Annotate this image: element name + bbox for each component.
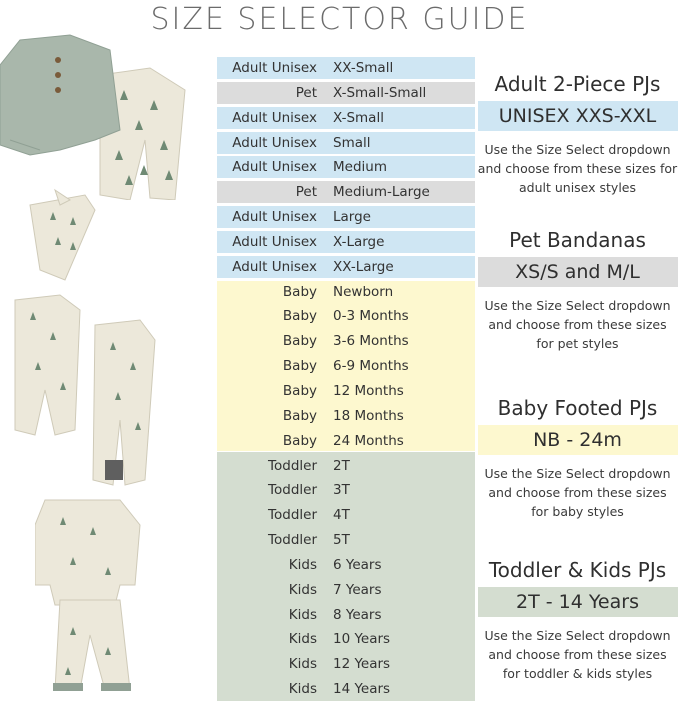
size-table xyxy=(217,57,475,703)
kids-pajama-image xyxy=(35,495,145,695)
size-cell: XX-Small xyxy=(333,60,394,76)
size-cell: 4T xyxy=(333,507,350,524)
size-row xyxy=(217,678,475,700)
size-row xyxy=(217,231,475,253)
size-cell: Newborn xyxy=(333,283,394,300)
pet-bandana-image xyxy=(25,185,105,285)
size-cell: 14 Years xyxy=(333,681,391,698)
size-range-badge: XS/S and M/L xyxy=(478,257,678,287)
size-cell: X-Small xyxy=(333,109,384,126)
size-row xyxy=(217,181,475,203)
size-row xyxy=(217,380,475,402)
baby-footed-pajama-image xyxy=(5,290,165,490)
section-title: Baby Footed PJs xyxy=(497,396,658,420)
category-cell: Toddler xyxy=(268,507,317,524)
category-cell: Pet xyxy=(295,84,317,101)
section-description xyxy=(476,626,679,683)
size-cell: 24 Months xyxy=(333,432,404,449)
size-cell: 6 Years xyxy=(333,556,382,573)
category-cell: Adult Unisex xyxy=(232,233,317,250)
size-row xyxy=(217,604,475,626)
description-line: for baby styles xyxy=(531,504,624,519)
size-cell: 3T xyxy=(333,482,350,499)
size-row xyxy=(217,57,475,79)
size-cell: X-Small-Small xyxy=(333,84,427,101)
category-cell: Adult Unisex xyxy=(232,159,317,176)
section-description xyxy=(476,296,679,353)
category-cell: Adult Unisex xyxy=(232,109,317,126)
size-row xyxy=(217,554,475,576)
size-row xyxy=(217,430,475,452)
category-cell: Baby xyxy=(282,283,317,300)
baby-section xyxy=(476,396,679,521)
category-cell: Adult Unisex xyxy=(232,60,317,76)
description-line: for pet styles xyxy=(536,336,619,351)
description-line: and choose from these sizes xyxy=(488,317,667,332)
description-line: Use the Size Select dropdown xyxy=(484,628,671,643)
size-cell: 8 Years xyxy=(333,606,382,623)
category-cell: Kids xyxy=(288,681,317,698)
size-cell: 18 Months xyxy=(333,407,404,424)
size-range-badge: UNISEX XXS-XXL xyxy=(478,101,678,131)
category-cell: Baby xyxy=(282,358,317,375)
category-cell: Toddler xyxy=(268,457,317,474)
category-cell: Baby xyxy=(282,333,317,350)
pet-section xyxy=(476,228,679,353)
kids-section xyxy=(476,558,679,683)
size-cell: 2T xyxy=(333,457,350,474)
size-row xyxy=(217,305,475,327)
size-cell: 10 Years xyxy=(333,631,391,648)
size-row xyxy=(217,653,475,675)
size-row xyxy=(217,107,475,129)
size-cell: 12 Years xyxy=(333,656,391,673)
description-line: adult unisex styles xyxy=(518,180,637,195)
adult-pajama-image xyxy=(0,30,200,200)
size-cell: XX-Large xyxy=(333,258,394,275)
size-row xyxy=(217,479,475,501)
size-row xyxy=(217,206,475,228)
category-cell: Kids xyxy=(288,581,317,598)
size-row xyxy=(217,455,475,477)
section-description xyxy=(476,464,679,521)
size-cell: 0-3 Months xyxy=(333,308,409,325)
size-row xyxy=(217,504,475,526)
category-cell: Baby xyxy=(282,382,317,399)
category-cell: Kids xyxy=(288,606,317,623)
category-cell: Adult Unisex xyxy=(232,134,317,151)
category-cell: Adult Unisex xyxy=(232,209,317,226)
size-row xyxy=(217,529,475,551)
size-range-badge: 2T - 14 Years xyxy=(478,587,678,617)
size-cell: 5T xyxy=(333,532,350,549)
size-row xyxy=(217,156,475,178)
size-cell: X-Large xyxy=(333,233,385,250)
size-cell: 12 Months xyxy=(333,382,404,399)
category-cell: Baby xyxy=(282,407,317,424)
size-cell: Small xyxy=(333,134,371,151)
category-cell: Toddler xyxy=(268,482,317,499)
size-row xyxy=(217,355,475,377)
category-cell: Adult Unisex xyxy=(232,258,317,275)
section-title: Adult 2-Piece PJs xyxy=(494,72,661,96)
size-cell: Large xyxy=(333,209,371,226)
size-cell: Medium xyxy=(333,159,387,176)
size-row xyxy=(217,579,475,601)
section-title: Pet Bandanas xyxy=(509,228,646,252)
size-cell: 6-9 Months xyxy=(333,358,409,375)
size-cell: Medium-Large xyxy=(333,184,430,201)
category-cell: Baby xyxy=(282,432,317,449)
size-row xyxy=(217,281,475,303)
description-line: and choose from these sizes for xyxy=(477,161,678,176)
category-cell: Kids xyxy=(288,631,317,648)
size-row xyxy=(217,628,475,650)
page-title: SIZE SELECTOR GUIDE xyxy=(150,2,529,37)
size-row xyxy=(217,82,475,104)
category-cell: Baby xyxy=(282,308,317,325)
category-cell: Kids xyxy=(288,656,317,673)
description-line: Use the Size Select dropdown xyxy=(484,298,671,313)
description-line: for toddler & kids styles xyxy=(502,666,653,681)
description-line: Use the Size Select dropdown xyxy=(484,142,671,157)
description-line: Use the Size Select dropdown xyxy=(484,466,671,481)
size-row xyxy=(217,330,475,352)
size-cell: 7 Years xyxy=(333,581,382,598)
description-line: and choose from these sizes xyxy=(488,485,667,500)
size-range-badge: NB - 24m xyxy=(478,425,678,455)
size-cell: 3-6 Months xyxy=(333,333,409,350)
category-cell: Toddler xyxy=(268,532,317,549)
description-line: and choose from these sizes xyxy=(488,647,667,662)
adult-section xyxy=(476,72,679,197)
category-cell: Kids xyxy=(288,556,317,573)
section-description xyxy=(476,140,679,197)
category-cell: Pet xyxy=(295,184,317,201)
section-title: Toddler & Kids PJs xyxy=(488,558,667,582)
size-row xyxy=(217,256,475,278)
size-row xyxy=(217,405,475,427)
size-row xyxy=(217,132,475,154)
